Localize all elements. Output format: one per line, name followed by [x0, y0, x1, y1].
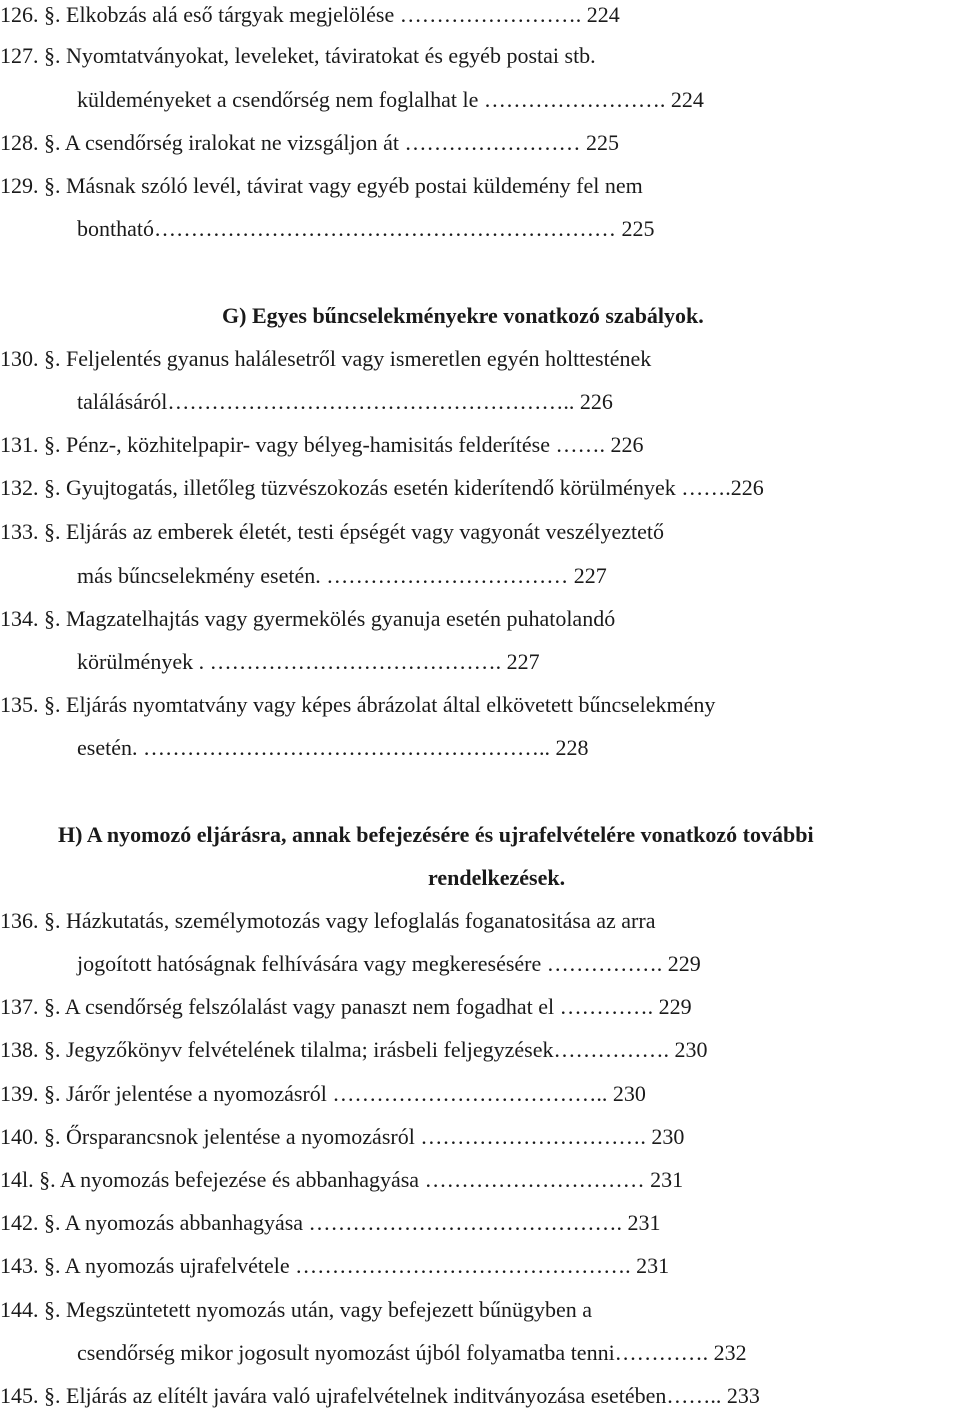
- toc-line: bontható……………………………………………………… 225: [77, 216, 655, 241]
- toc-line: 131. §. Pénz-, közhitelpapir- vagy bélyeg-hamisitás felderítése ……. 226: [0, 432, 644, 457]
- toc-line: jogoított hatóságnak felhívására vagy megkeresésére ……………. 229: [77, 951, 701, 976]
- toc-line: 128. §. A csendőrség iralokat ne vizsgáljon át …………………… 225: [0, 130, 619, 155]
- toc-line: 14l. §. A nyomozás befejezése és abbanhagyása ………………………… 231: [0, 1167, 684, 1192]
- toc-line: 137. §. A csendőrség felszólalást vagy panaszt nem fogadhat el …………. 229: [0, 994, 692, 1019]
- section-heading: G) Egyes bűncselekményekre vonatkozó szabályok.: [222, 303, 704, 328]
- toc-line: más bűncselekmény esetén. …………………………… 227: [77, 563, 607, 588]
- toc-line: 133. §. Eljárás az emberek életét, testi épségét vagy vagyonát veszélyeztető: [0, 519, 664, 544]
- toc-line: találásáról……………………………………………….. 226: [77, 389, 613, 414]
- toc-line: 142. §. A nyomozás abbanhagyása ……………………………………. 231: [0, 1210, 661, 1235]
- toc-line: 140. §. Őrsparancsnok jelentése a nyomozásról …………………………. 230: [0, 1124, 685, 1149]
- toc-line: küldeményeket a csendőrség nem foglalhat le ……………………. 224: [77, 87, 704, 112]
- toc-line: 135. §. Eljárás nyomtatvány vagy képes ábrázolat által elkövetett bűncselekmény: [0, 692, 716, 717]
- toc-line: 126. §. Elkobzás alá eső tárgyak megjelölése ……………………. 224: [0, 2, 620, 27]
- toc-line: 130. §. Feljelentés gyanus halálesetről vagy ismeretlen egyén holttestének: [0, 346, 652, 371]
- toc-line: esetén. ……………………………………………….. 228: [77, 735, 589, 760]
- toc-line: 145. §. Eljárás az elítélt javára való ujrafelvételnek inditványozása esetében…….. 233: [0, 1383, 760, 1408]
- toc-line: 138. §. Jegyzőkönyv felvételének tilalma; irásbeli feljegyzések……………. 230: [0, 1037, 708, 1062]
- toc-line: 144. §. Megszüntetett nyomozás után, vagy befejezett bűnügyben a: [0, 1297, 592, 1322]
- toc-line: 134. §. Magzatelhajtás vagy gyermekölés gyanuja esetén puhatolandó: [0, 606, 616, 631]
- toc-line: 129. §. Másnak szóló levél, távirat vagy egyéb postai küldemény fel nem: [0, 173, 643, 198]
- toc-line: 139. §. Járőr jelentése a nyomozásról ……………………………….. 230: [0, 1081, 646, 1106]
- toc-line: csendőrség mikor jogosult nyomozást újból folyamatba tenni…………. 232: [77, 1340, 747, 1365]
- toc-line: 136. §. Házkutatás, személymotozás vagy lefoglalás foganatositása az arra: [0, 908, 656, 933]
- toc-line: 132. §. Gyujtogatás, illetőleg tüzvészokozás esetén kiderítendő körülmények …….226: [0, 475, 764, 500]
- toc-line: 127. §. Nyomtatványokat, leveleket, táviratokat és egyéb postai stb.: [0, 43, 596, 68]
- section-heading: H) A nyomozó eljárásra, annak befejezésére és ujrafelvételére vonatkozó további: [58, 822, 814, 847]
- section-heading: rendelkezések.: [428, 865, 566, 890]
- toc-line: 143. §. A nyomozás ujrafelvétele ………………………………………. 231: [0, 1253, 670, 1278]
- toc-line: körülmények . …………………………………. 227: [77, 649, 540, 674]
